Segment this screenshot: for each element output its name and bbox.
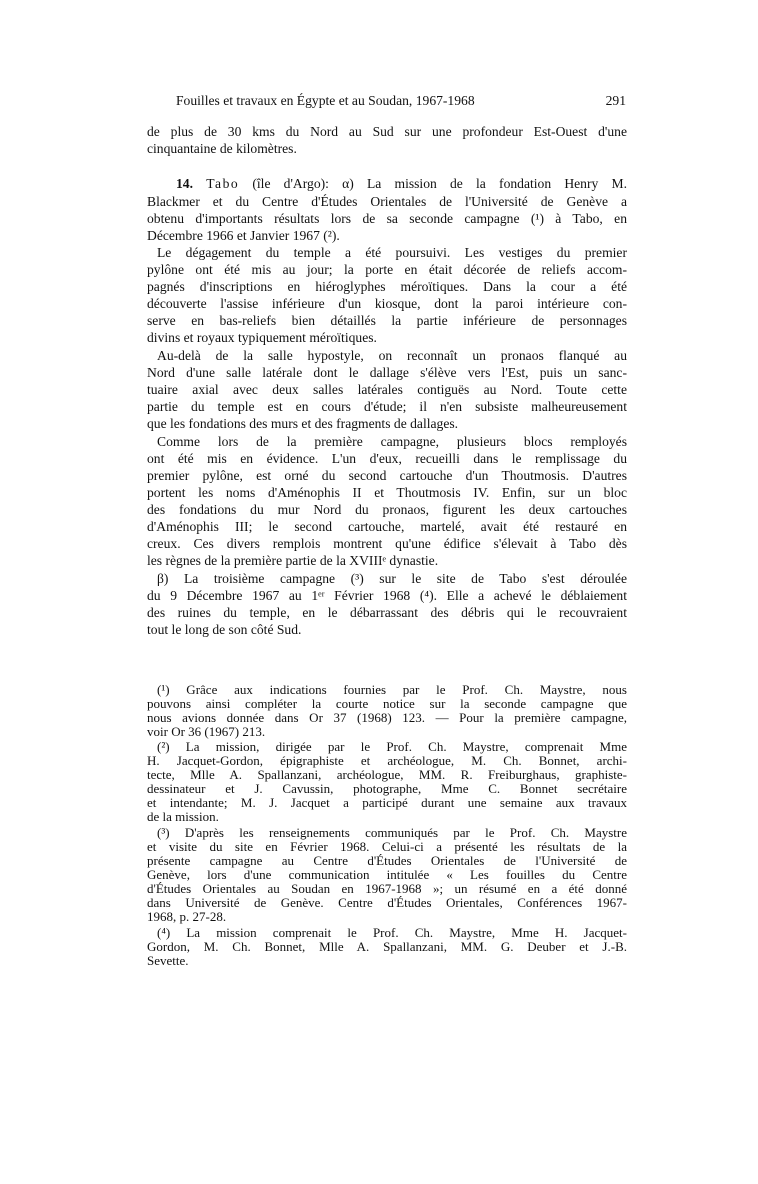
footnote-line: nous avions donnée dans Or 37 (1968) 123. — Pour la première campagne, <box>147 710 627 725</box>
section-number: 14. <box>176 176 193 191</box>
footnote-line: (²) La mission, dirigée par le Prof. Ch. Maystre, comprenait Mme <box>157 739 627 754</box>
paragraph-4-line: premier pylône, est orné du second cartouche d'un Thoutmosis. D'autres <box>147 468 627 483</box>
paragraph-2-line: pagnés d'inscriptions en hiéroglyphes méroïtiques. Dans la cour a été <box>147 279 627 294</box>
footnote-line: (¹) Grâce aux indications fournies par le Prof. Ch. Maystre, nous <box>157 682 627 697</box>
footnote-line: Gordon, M. Ch. Bonnet, Mlle A. Spallanzani, MM. G. Deuber et J.-B. <box>147 939 627 954</box>
paragraph-3-line: Nord d'une salle latérale dont le dallage s'élève vers l'Est, puis un sanc- <box>147 365 627 380</box>
paragraph-2-line: Le dégagement du temple a été poursuivi. Les vestiges du premier <box>157 245 627 260</box>
paragraph-2-line: serve en bas-reliefs bien détaillés la partie inférieure de personnages <box>147 313 627 328</box>
footnote-line: voir Or 36 (1967) 213. <box>147 724 266 739</box>
footnote-line: (⁴) La mission comprenait le Prof. Ch. Maystre, Mme H. Jacquet- <box>157 925 627 940</box>
paragraph-5-line: du 9 Décembre 1967 au 1ᵉʳ Février 1968 (⁴). Elle a achevé le déblaiement <box>147 588 627 603</box>
paragraph-3-line: tuaire axial avec deux salles latérales contiguës au Nord. Toute cette <box>147 382 627 397</box>
paragraph-4-line: ont été mis en évidence. L'un d'eux, recueilli dans le remplissage du <box>147 451 627 466</box>
footnote-line: dans Université de Genève. Centre d'Études Orientales, Conférences 1967- <box>147 895 627 910</box>
intro-line-2: cinquantaine de kilomètres. <box>147 141 297 156</box>
paragraph-4-line: les règnes de la première partie de la XVIIIᵉ dynastie. <box>147 553 439 568</box>
footnote-line: Genève, lors d'une communication intitulée « Les fouilles du Centre <box>147 867 627 882</box>
page-number: 291 <box>605 93 626 108</box>
paragraph-5-line: des ruines du temple, en le débarrassant des débris qui le recouvraient <box>147 605 627 620</box>
header-title: Fouilles et travaux en Égypte et au Soudan, 1967-1968 <box>176 93 475 108</box>
paragraph-4-line: des fondations du mur Nord du pronaos, figurent les deux cartouches <box>147 502 627 517</box>
footnote-line: de la mission. <box>147 809 219 824</box>
footnote-line: présente campagne au Centre d'Études Orientales de l'Université de <box>147 853 627 868</box>
paragraph-5-line: β) La troisième campagne (³) sur le site de Tabo s'est déroulée <box>157 571 627 586</box>
paragraph-2-line: pylône ont été mis au jour; la porte en était décorée de reliefs accom- <box>147 262 627 277</box>
footnote-line: et intendante; M. J. Jacquet a participé durant une semaine aux travaux <box>147 795 627 810</box>
paragraph-2-line: découverte l'assise inférieure d'un kiosque, dont la paroi intérieure con- <box>147 296 627 311</box>
footnote-line: pouvons ainsi compléter la courte notice sur la seconde campagne que <box>147 696 627 711</box>
footnote-line: tecte, Mlle A. Spallanzani, archéologue, MM. R. Freiburghaus, graphiste- <box>147 767 627 782</box>
footnote-line: H. Jacquet-Gordon, épigraphiste et archéologue, M. Ch. Bonnet, archi- <box>147 753 627 768</box>
paragraph-4-line: Comme lors de la première campagne, plusieurs blocs remployés <box>157 434 627 449</box>
section-14-first-line: (île d'Argo): α) La mission de la fondation Henry M. <box>252 176 627 191</box>
paragraph-3-line: partie du temple est en cours d'étude; il n'en subsiste malheureusement <box>147 399 627 414</box>
footnote-line: dessinateur et J. Cavussin, photographe, Mme C. Bonnet secrétaire <box>147 781 627 796</box>
paragraph-2-line: divins et royaux typiquement méroïtiques. <box>147 330 377 345</box>
paragraph-4-line: d'Aménophis III; le second cartouche, martelé, avait été restauré en <box>147 519 627 534</box>
paragraph-4-line: creux. Ces divers remplois montrent qu'une édifice s'élevait à Tabo dès <box>147 536 627 551</box>
footnote-line: Sevette. <box>147 953 189 968</box>
section-14-line: Blackmer et du Centre d'Études Orientales de l'Université de Genève a <box>147 194 627 209</box>
footnote-line: (³) D'après les renseignements communiqués par le Prof. Ch. Maystre <box>157 825 627 840</box>
footnote-line: d'Études Orientales au Soudan en 1967-1968 »; un résumé en a été donné <box>147 881 627 896</box>
paragraph-4-line: portent les noms d'Aménophis II et Thoutmosis IV. Enfin, sur un bloc <box>147 485 627 500</box>
paragraph-3-line: que les fondations des murs et des fragments de dallages. <box>147 416 459 431</box>
site-name: Tabo <box>206 176 240 191</box>
section-14-heading <box>176 175 627 192</box>
section-14-line: Décembre 1966 et Janvier 1967 (²). <box>147 228 340 243</box>
footnote-line: et visite du site en Février 1968. Celui-ci a présenté les résultats de la <box>147 839 627 854</box>
footnote-line: 1968, p. 27-28. <box>147 909 227 924</box>
paragraph-3-line: Au-delà de la salle hypostyle, on reconnaît un pronaos flanqué au <box>157 348 627 363</box>
intro-line-1: de plus de 30 kms du Nord au Sud sur une profondeur Est-Ouest d'une <box>147 124 627 139</box>
section-14-line: obtenu d'importants résultats lors de sa seconde campagne (¹) à Tabo, en <box>147 211 627 226</box>
paragraph-5-line: tout le long de son côté Sud. <box>147 622 302 637</box>
